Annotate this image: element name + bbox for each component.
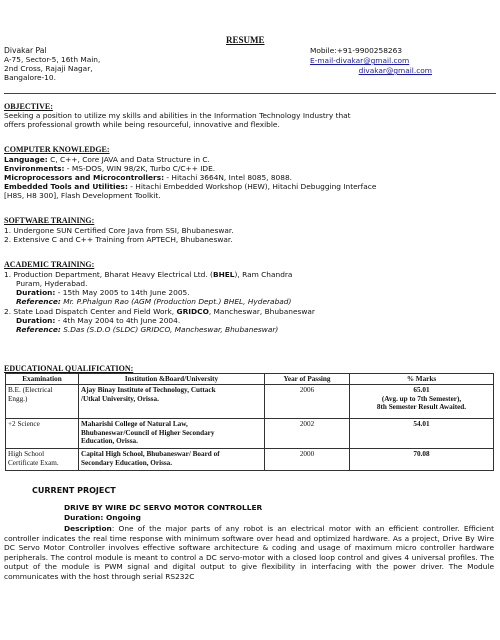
marks-cell: 70.08 xyxy=(350,449,494,471)
academic-item-1-location: ), Ram Chandra xyxy=(234,270,293,279)
academic-item-1 xyxy=(4,270,292,279)
academic-item-1-duration xyxy=(16,288,190,297)
email-link[interactable]: E-mail-divakar@gmail.com xyxy=(310,56,410,65)
mobile-number: Mobile:+91-9900258263 xyxy=(310,46,403,55)
header-divider xyxy=(4,93,496,94)
language-label: Language: xyxy=(4,155,48,164)
marks-cell xyxy=(350,385,494,419)
header-examination: Examination xyxy=(6,374,79,385)
address-line-3: Bangalore-10. xyxy=(4,73,56,82)
description-label: Description xyxy=(64,524,112,533)
environment-value: - MS-DOS, WIN 98/2K, Turbo C/C++ IDE. xyxy=(64,164,216,173)
microprocessor-label: Microprocessors and Microcontrollers: xyxy=(4,173,165,182)
duration-label: Duration: xyxy=(16,288,56,297)
table-row xyxy=(6,419,494,449)
reference-value: Mr. P.Phalgun Rao (AGM (Production Dept.) BHEL, Hyderabad) xyxy=(60,297,292,306)
reference-label: Reference: xyxy=(16,297,61,306)
duration-label: Duration: xyxy=(16,316,56,325)
description-text: : One of the major parts of any robot is an electrical motor with an efficient controller. Efficient controller indicates the real time response with minimum software over head and optimized hardware. As a project, Drive By Wire DC Servo Motor Controller involves effective software architecture & coding and usage of maximum micro controller hardware peripherals. The control module is meant to control a DC servo-motor with a closed loop control and gives 4 universal profiles. The output of the module is PWM signal and digital output to give flexibility in interfacing with the power driver. The Module communicates with the host through serial RS232C xyxy=(4,524,494,581)
cell-line: Secondary Education, Orissa. xyxy=(81,458,173,467)
duration-label: Duration: xyxy=(64,513,104,522)
objective-line-2: offers professional growth while being resourceful, innovative and flexible. xyxy=(4,120,280,129)
academic-item-2-duration xyxy=(16,316,180,325)
header-institution: Institution &Board/University xyxy=(79,374,265,385)
cell-line: Ajay Binay Institute of Technology, Cuttack xyxy=(81,386,216,395)
table-header-row xyxy=(6,374,494,385)
environment-label: Environments: xyxy=(4,164,65,173)
tools-row-continued: [H8S, H8 300], Flash Development Toolkit. xyxy=(4,191,161,200)
candidate-name: Divakar Pal xyxy=(4,46,47,55)
project-heading: CURRENT PROJECT xyxy=(32,486,116,495)
project-title: DRIVE BY WIRE DC SERVO MOTOR CONTROLLER xyxy=(64,503,263,512)
academic-item-1-org: BHEL xyxy=(212,270,235,279)
project-description xyxy=(4,524,494,581)
exam-cell xyxy=(6,385,79,419)
email-link-secondary[interactable]: divakar@gmail.com xyxy=(358,66,432,75)
cell-line: Maharishi College of Natural Law, xyxy=(81,420,188,429)
reference-label: Reference: xyxy=(16,325,61,334)
cell-line: Capital High School, Bhubaneswar/ Board of xyxy=(81,450,220,459)
duration-value: - 15th May 2005 to 14th June 2005. xyxy=(55,288,190,297)
cell-line: (Avg. up to 7th Semester), xyxy=(381,394,462,403)
header-year: Year of Passing xyxy=(265,374,350,385)
academic-item-1-reference xyxy=(16,297,291,306)
microprocessor-row xyxy=(4,173,292,182)
objective-heading: OBJECTIVE: xyxy=(4,102,53,111)
table-row xyxy=(6,385,494,419)
cell-line: Certificate Exam. xyxy=(8,458,59,467)
institution-cell xyxy=(79,449,265,471)
cell-line: 65.01 xyxy=(413,386,430,395)
address-line-2: 2nd Cross, Rajaji Nagar, xyxy=(4,64,93,73)
year-cell: 2002 xyxy=(265,419,350,449)
knowledge-heading: COMPUTER KNOWLEDGE: xyxy=(4,145,110,154)
language-row xyxy=(4,155,210,164)
tools-label: Embedded Tools and Utilities: xyxy=(4,182,128,191)
cell-line: B.E. (Electrical xyxy=(8,386,53,395)
institution-cell xyxy=(79,419,265,449)
academic-item-2-reference xyxy=(16,325,278,334)
academic-item-1-text: 1. Production Department, Bharat Heavy Electrical Ltd. ( xyxy=(4,270,213,279)
academic-item-2-location: , Mancheswar, Bhubaneswar xyxy=(208,307,315,316)
objective-line-1: Seeking a position to utilize my skills and abilities in the Information Technology Industry that xyxy=(4,111,351,120)
institution-cell xyxy=(79,385,265,419)
academic-item-2-text: 2. State Load Dispatch Center and Field Work, xyxy=(4,307,177,316)
project-duration xyxy=(64,513,141,522)
marks-cell: 54.01 xyxy=(350,419,494,449)
table-row xyxy=(6,449,494,471)
cell-line: /Utkal University, Orissa. xyxy=(81,394,159,403)
cell-line: Bhubaneswar/Council of Higher Secondary xyxy=(81,428,215,437)
year-cell: 2000 xyxy=(265,449,350,471)
language-value: C, C++, Core JAVA and Data Structure in C. xyxy=(47,155,210,164)
academic-item-2 xyxy=(4,307,315,316)
resume-title: RESUME xyxy=(226,35,265,45)
header-marks: % Marks xyxy=(350,374,494,385)
environment-row xyxy=(4,164,215,173)
year-cell: 2006 xyxy=(265,385,350,419)
academic-item-2-org: GRIDCO xyxy=(176,307,209,316)
duration-value: Ongoing xyxy=(103,513,141,522)
cell-line: 8th Semester Result Awaited. xyxy=(376,403,467,412)
reference-value: S.Das (S.D.O (SLDC) GRIDCO, Mancheswar, Bhubaneswar) xyxy=(60,325,279,334)
education-table xyxy=(5,373,494,471)
cell-line: Engg.) xyxy=(8,394,28,403)
education-heading: EDUCATIONAL QUALIFICATION: xyxy=(4,364,134,373)
exam-cell xyxy=(6,449,79,471)
tools-row xyxy=(4,182,376,191)
software-item-2: 2. Extensive C and C++ Training from APTECH, Bhubaneswar. xyxy=(4,235,233,244)
cell-line: Education, Orissa. xyxy=(81,437,138,446)
tools-value: - Hitachi Embedded Workshop (HEW), Hitachi Debugging Interface xyxy=(127,182,377,191)
address-line-1: A-75, Sector-5, 16th Main, xyxy=(4,55,101,64)
microprocessor-value: - Hitachi 3664N, Intel 8085, 8088. xyxy=(164,173,293,182)
software-heading: SOFTWARE TRAINING: xyxy=(4,216,95,225)
academic-heading: ACADEMIC TRAINING: xyxy=(4,260,95,269)
duration-value: - 4th May 2004 to 4th June 2004. xyxy=(55,316,181,325)
exam-cell: +2 Science xyxy=(6,419,79,449)
software-item-1: 1. Undergone SUN Certified Core Java from SSI, Bhubaneswar. xyxy=(4,226,234,235)
academic-item-1-city: Puram, Hyderabad. xyxy=(16,279,88,288)
cell-line: High School xyxy=(8,450,45,459)
